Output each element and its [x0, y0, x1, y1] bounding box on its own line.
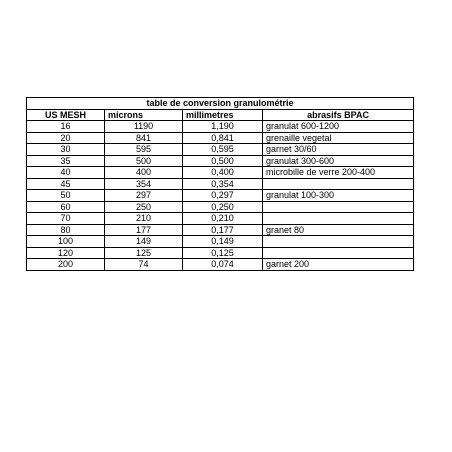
cell-us-mesh[interactable]: 16 — [27, 121, 105, 133]
table-row — [27, 259, 414, 271]
cell-us-mesh[interactable]: 45 — [27, 178, 105, 190]
cell-us-mesh[interactable]: 80 — [27, 224, 105, 236]
header-microns[interactable]: microns — [105, 109, 183, 121]
cell-abrasifs[interactable]: granulat 100-300 — [263, 190, 414, 202]
cell-us-mesh[interactable]: 40 — [27, 167, 105, 179]
cell-abrasifs[interactable] — [263, 201, 414, 213]
cell-us-mesh[interactable]: 70 — [27, 213, 105, 225]
cell-millimetres[interactable]: 0,074 — [183, 259, 263, 271]
table-row — [27, 144, 414, 156]
cell-us-mesh[interactable]: 35 — [27, 155, 105, 167]
table-row — [27, 190, 414, 202]
table-row — [27, 213, 414, 225]
cell-abrasifs[interactable]: garnet 30/60 — [263, 144, 414, 156]
cell-us-mesh[interactable]: 120 — [27, 247, 105, 259]
cell-microns[interactable]: 595 — [105, 144, 183, 156]
cell-abrasifs[interactable]: grenaille vegetal — [263, 132, 414, 144]
cell-abrasifs[interactable]: granulat 300-600 — [263, 155, 414, 167]
header-abrasifs[interactable]: abrasifs BPAC — [263, 109, 414, 121]
cell-microns[interactable]: 1190 — [105, 121, 183, 133]
cell-abrasifs[interactable] — [263, 247, 414, 259]
table-row — [27, 236, 414, 248]
cell-millimetres[interactable]: 0,354 — [183, 178, 263, 190]
cell-millimetres[interactable]: 0,210 — [183, 213, 263, 225]
cell-us-mesh[interactable]: 60 — [27, 201, 105, 213]
cell-millimetres[interactable]: 1,190 — [183, 121, 263, 133]
table-row — [27, 121, 414, 133]
cell-abrasifs[interactable]: granulat 600-1200 — [263, 121, 414, 133]
title-row — [27, 98, 414, 110]
cell-abrasifs[interactable]: garnet 200 — [263, 259, 414, 271]
cell-microns[interactable]: 841 — [105, 132, 183, 144]
cell-us-mesh[interactable]: 50 — [27, 190, 105, 202]
cell-us-mesh[interactable]: 30 — [27, 144, 105, 156]
table-row — [27, 247, 414, 259]
table-row — [27, 155, 414, 167]
cell-abrasifs[interactable]: granet 80 — [263, 224, 414, 236]
header-millimetres[interactable]: millimetres — [183, 109, 263, 121]
cell-millimetres[interactable]: 0,125 — [183, 247, 263, 259]
cell-microns[interactable]: 177 — [105, 224, 183, 236]
header-us-mesh[interactable]: US MESH — [27, 109, 105, 121]
cell-us-mesh[interactable]: 100 — [27, 236, 105, 248]
cell-abrasifs[interactable] — [263, 236, 414, 248]
table-row — [27, 178, 414, 190]
cell-millimetres[interactable]: 0,149 — [183, 236, 263, 248]
cell-millimetres[interactable]: 0,297 — [183, 190, 263, 202]
table-row — [27, 167, 414, 179]
cell-microns[interactable]: 250 — [105, 201, 183, 213]
conversion-table — [26, 97, 414, 271]
cell-microns[interactable]: 400 — [105, 167, 183, 179]
table-row — [27, 201, 414, 213]
table-title[interactable]: table de conversion granulométrie — [27, 98, 414, 110]
table-row — [27, 224, 414, 236]
cell-millimetres[interactable]: 0,177 — [183, 224, 263, 236]
cell-millimetres[interactable]: 0,250 — [183, 201, 263, 213]
cell-millimetres[interactable]: 0,595 — [183, 144, 263, 156]
cell-microns[interactable]: 500 — [105, 155, 183, 167]
cell-abrasifs[interactable] — [263, 213, 414, 225]
cell-microns[interactable]: 74 — [105, 259, 183, 271]
cell-abrasifs[interactable] — [263, 178, 414, 190]
header-row — [27, 109, 414, 121]
table-body — [27, 121, 414, 271]
spreadsheet-area — [26, 97, 413, 271]
cell-us-mesh[interactable]: 20 — [27, 132, 105, 144]
cell-microns[interactable]: 149 — [105, 236, 183, 248]
cell-abrasifs[interactable]: microbille de verre 200-400 — [263, 167, 414, 179]
cell-microns[interactable]: 210 — [105, 213, 183, 225]
cell-millimetres[interactable]: 0,400 — [183, 167, 263, 179]
cell-millimetres[interactable]: 0,841 — [183, 132, 263, 144]
table-row — [27, 132, 414, 144]
cell-us-mesh[interactable]: 200 — [27, 259, 105, 271]
cell-microns[interactable]: 297 — [105, 190, 183, 202]
cell-millimetres[interactable]: 0,500 — [183, 155, 263, 167]
cell-microns[interactable]: 354 — [105, 178, 183, 190]
cell-microns[interactable]: 125 — [105, 247, 183, 259]
